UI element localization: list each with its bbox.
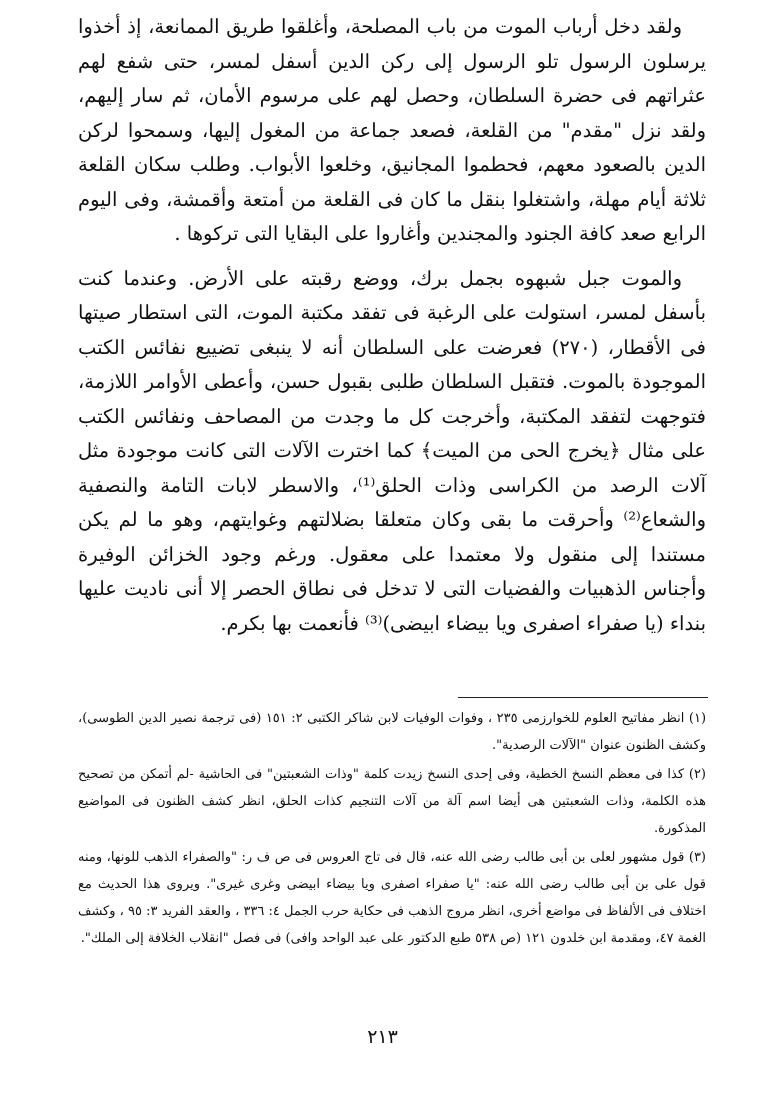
body-paragraph-2: والموت جبل شبهوه بجمل برك، ووضع رقبته على الأرض. وعندما كنت بأسفل لمسر، استولت على الرغبة فى تفقد مكتبة الموت، التى استطار صيتها فى الأقطار، (٢٧٠) فعرضت على السلطان أنه لا ينبغى تضييع نفائس الكتب الموجودة بالموت. فتقبل السلطان طلبى بقبول حسن، وأعطى الأوامر اللازمة، فتوجهت لتفقد المكتبة، وأخرجت كل ما وجدت من المصاحف ونفائس الكتب على مثال ﴿يخرج الحى من الميت﴾ كما اخترت الآلات التى كانت موجودة مثل آلات الرصد من الكراسى وذات الحلق⁽¹⁾، والاسطر لابات التامة والنصفية والشعاع⁽²⁾ وأحرقت ما بقى وكان متعلقا بضلالتهم وغوايتهم، وهو ما لم يكن مستندا إلى منقول ولا معتمدا على معقول. ورغم وجود الخزائن الوفيرة وأجناس الذهبيات والفضيات التى لا تدخل فى نطاق الحصر إلا أنى ناديت عليها بنداء (يا صفراء اصفرى ويا بيضاء ابيضى)⁽³⁾ فأنعمت بها بكرم. — [78, 266, 706, 635]
footnote-3: (٣) قول مشهور لعلى بن أبى طالب رضى الله عنه، قال فى تاج العروس فى ص ف ر: "والصفراء الذهب للونها، ومنه قول على بن أبى طالب رضى الله عنه: "يا صفراء اصفرى ويا بيضاء ابيضى وغرى غيرى". ويروى هذا الحديث مع اختلاف فى الألفاظ فى مواضع أخرى، انظر مروج الذهب فى حكاية حرب الجمل ٤: ٣٣٦ ، والعقد الفريد ٣: ٩٥ ، وكشف الغمة ٤٧، ومقدمة ابن خلدون ١٢١ (ص ٥٣٨ طبع الدكتور على عبد الواحد وافى) فى فصل "انقلاب الخلافة إلى الملك". — [77, 850, 706, 946]
main-body-text — [78, 10, 706, 641]
footnote-divider — [458, 697, 708, 698]
footnotes-section — [78, 705, 706, 952]
footnote-2: (٢) كذا فى معظم النسخ الخطية، وفى إحدى النسخ زيدت كلمة "وذات الشعبتين" فى الحاشية -لم أتمكن من تصحيح هذه الكلمة، وذات الشعبتين هى أيضا اسم آلة من آلات التنجيم كذات الحلق، انظر كشف الظنون فى المواضيع المذكورة. — [78, 767, 706, 836]
page-number: ٢١٣ — [367, 1026, 398, 1048]
body-paragraph-1: ولقد دخل أرباب الموت من باب المصلحة، وأغلقوا طريق الممانعة، إذ أخذوا يرسلون الرسول تلو الرسول إلى ركن الدين أسفل لمسر، حتى شفع لهم عثراتهم فى حضرة السلطان، وحصل لهم على مرسوم الأمان، ثم سار إليهم، ولقد نزل "مقدم" من القلعة، فصعد جماعة من المغول إليها، وسمحوا لركن الدين بالصعود معهم، فحطموا المجانيق، وخلعوا الأبواب. وطلب سكان القلعة ثلاثة أيام مهلة، واشتغلوا بنقل ما كان فى القلعة من أمتعة وأقمشة، وفى اليوم الرابع صعد كافة الجنود والمجندين وأغاروا على البقايا التى تركوها . — [78, 15, 706, 245]
footnote-1: (١) انظر مفاتيح العلوم للخوارزمى ٢٣٥ ، وفوات الوفيات لابن شاكر الكتبى ٢: ١٥١ (فى ترجمة نصير الدين الطوسى)، وكشف الظنون عنوان "الآلات الرصدية". — [78, 711, 707, 753]
